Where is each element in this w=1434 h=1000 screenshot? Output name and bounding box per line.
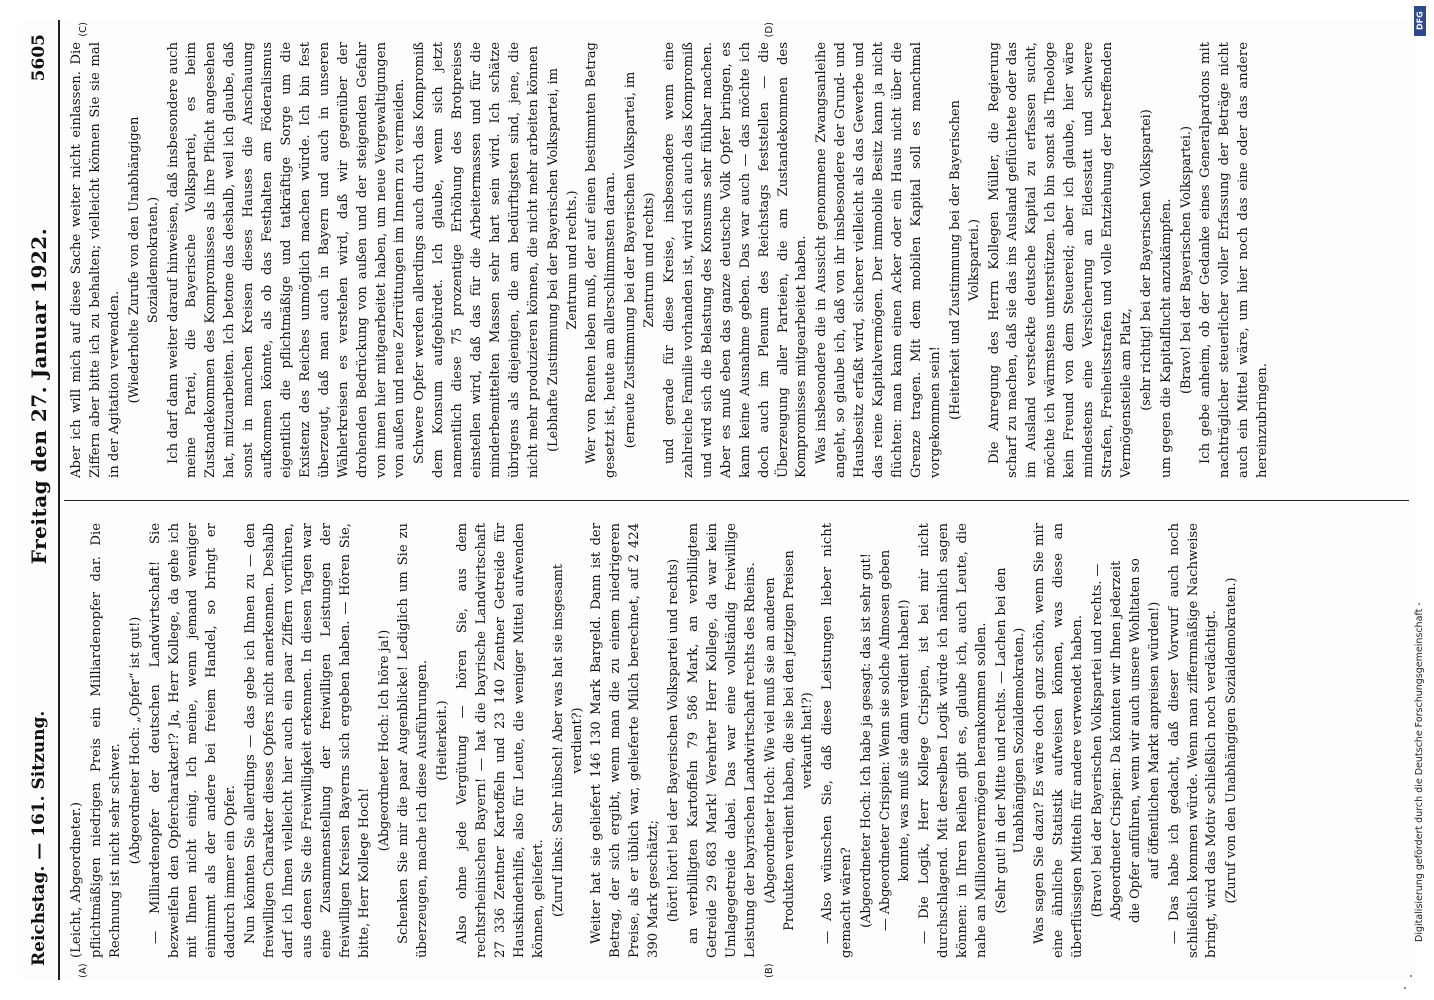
speech-paragraph: — Milliardenopfer der deutschen Landwirtschaft! Sie bezweifeln den Opfercharakter!? Ja, Herr Kollege, da gehe ich mit Ihnen nicht einig. Ich meine, wenn jemand weniger einnimmt als der andere bei freiem Handel, so bringt er dadurch immer ein Opfer. bbox=[147, 523, 239, 958]
interjection-paragraph: (Heiterkeit.) bbox=[435, 700, 451, 781]
speech-paragraph: Ich darf dann weiter darauf hinweisen, daß insbesondere auch meine Partei, die Bayerische Volkspartei, es beim Zustandekommen des Kompromisses als ihre Pflicht angesehen hat, mitzuarbeiten. Ich betone das deshalb, weil ich glaube, daß sonst in manchen Kreisen dieses Hauses die Anschauung aufkommen könnte, als ob das Festhalten am Föderalismus eigentlich die pflichtmäßige und tatkräftige Sorge um die Existenz des Reiches unmöglich machen würde. Ich bin fest überzeugt, daß man auch in Bayern und auch in unseren Wählerkreisen es verstehen wird, daß wir gegenüber der drohenden Bedrückung von außen und der steigenden Gefahr von innen hier mitgearbeitet haben, um neue Vergewaltigungen von außen und neue Zerrüttungen im Innern zu vermeiden. bbox=[165, 42, 408, 478]
interjection-paragraph: (Zuruf von den Unabhängigen Sozialdemokraten.) bbox=[1224, 577, 1240, 904]
speech-paragraph: Also ohne jede Vergütung — hören Sie, aus dem rechtsrheinischen Bayern! — hat die bayrische Landwirtschaft 27 336 Zentner Kartoffeln und 23 140 Zentner Getreide für Hauskinderhilfe, also für Leute, die weniger Mittel aufwenden können, geliefert. bbox=[455, 523, 546, 958]
page-header bbox=[20, 20, 60, 980]
columns bbox=[64, 20, 1409, 980]
header-date: Freitag den 27. Januar 1922. bbox=[27, 227, 51, 565]
interjection-paragraph: (Abgeordneter Hoch: Wie viel muß sie an anderen Produkten verdient haben, die sie bei den jetzigen Preisen verkauft hat!?) bbox=[762, 550, 816, 931]
speech-paragraph: um gegen die Kapitalflucht anzukämpfen. bbox=[1158, 198, 1174, 478]
margin-marker-d: (D) bbox=[764, 22, 775, 38]
margin-marker-b: (B) bbox=[764, 963, 775, 978]
speech-paragraph: — Das habe ich gedacht, daß dieser Vorwurf auch noch schließlich kommen würde. Wenn man ziffernmäßige Nachweise bringt, wird das Motiv schließlich noch verdächtigt. bbox=[1166, 523, 1220, 958]
speech-paragraph: (Leicht, Abgeordneter.) bbox=[69, 802, 84, 958]
speech-paragraph: Aber ich will mich auf diese Sache weiter nicht einlassen. Die Ziffern aber bitte ich zu behalten; vielleicht können Sie sie mal in der Agitation verwenden. bbox=[69, 42, 122, 478]
interjection-paragraph: (Abgeordneter Hoch: Ich höre ja!) bbox=[376, 629, 392, 852]
interjection-paragraph: (hört! hört! bei der Bayerischen Volkspartei und rechts) bbox=[666, 558, 682, 923]
speech-paragraph: Weiter hat sie geliefert 146 130 Mark Bargeld. Dann ist der Betrag, der sich ergibt, wenn man die zu einem niedrigeren Preise, als er üblich war, gelieferte Milch berechnet, auf 2 424 390 Mark geschätzt; bbox=[589, 523, 662, 958]
margin-marker-a: (A) bbox=[78, 963, 89, 978]
speech-paragraph: Schwere Opfer werden allerdings auch durch das Kompromiß dem Konsum aufgebürdet. Ich glaube, wenn sich jetzt namentlich diese 75 prozentige Erhöhung des Brotpreises einstellen wird, daß das für die Arbeitermassen und für die minderbemittelten Massen sehr hart sein wird. Ich schätze übrigens als diejenigen, die am bedürftigsten sind, jene, die nicht mehr produzieren können, die nicht mehr arbeiten können bbox=[412, 42, 541, 478]
speech-paragraph: Schenken Sie mir die paar Augenblicke! Lediglich um Sie zu überzeugen, mache ich diese Ausführungen. bbox=[396, 523, 431, 958]
speech-paragraph: an verbilligten Kartoffeln 79 586 Mark, an verbilligtem Getreide 29 683 Mark! Verehrter Herr Kollege, da war kein Umlagegetreide dabei. Das war eine vollständig freiwillige Leistung der bayrischen Landwirtschaft rechts des Rheins. bbox=[686, 523, 758, 958]
right-column bbox=[64, 20, 1409, 500]
interjection-paragraph: (Abgeordneter Hoch: Ich habe ja gesagt: das ist sehr gut! — Abgeordneter Crispien: Wenn sie solche Almosen geben konnte, was muß sie dann verdient haben!) bbox=[859, 549, 912, 932]
interjection-paragraph: (sehr richtig! bei der Bayerischen Volkspartei) bbox=[1138, 109, 1154, 411]
page-number: 5605 bbox=[29, 34, 49, 82]
speech-paragraph: Was sagen Sie dazu? Es wäre doch ganz schön, wenn Sie mir eine ähnliche Statistik aufweisen können, was diese an überflüssigen Mitteln für andere verwendet haben. bbox=[1032, 523, 1086, 958]
interjection-paragraph: (erneute Zustimmung bei der Bayerischen Volkspartei, im Zentrum und rechts) bbox=[623, 71, 658, 449]
interjection-paragraph: (Abgeordneter Hoch: „Opfer“ ist gut!) bbox=[127, 616, 143, 865]
scan-speck bbox=[1404, 987, 1406, 989]
speech-paragraph: und gerade für diese Kreise, insbesondere wenn eine zahlreiche Familie vorhanden ist, wird sich auch das Kompromiß und wird sich die Belastung des Konsums sehr fühlbar machen. Aber es muß eben das ganze deutsche Volk Opfer bringen, es kann keine Ausnahme geben. Das war auch — das möchte ich doch auch im Plenum des Reichstags feststellen — die Überzeugung aller Parteien, die am Zustandekommen des Kompromisses mitgearbeitet haben. bbox=[662, 42, 810, 478]
speech-paragraph: Ich gebe anheim, ob der Gedanke eines Generalpardons mit nachträglicher steuerlicher voller Erfassung der Beträge nicht auch ein Mittel wäre, um hier noch das eine oder das andere hereinzubringen. bbox=[1198, 42, 1271, 478]
interjection-paragraph: (Sehr gut! in der Mitte und rechts. — Lachen bei den Unabhängigen Sozialdemokraten.) bbox=[993, 567, 1028, 914]
interjection-paragraph: (Heiterkeit und Zustimmung bei der Bayerischen Volkspartei.) bbox=[947, 100, 982, 420]
scan-sidebar bbox=[1414, 0, 1428, 1000]
speech-paragraph: Wer von Renten leben muß, der auf einen bestimmten Betrag gesetzt ist, heute am allerschlimmsten daran. bbox=[584, 42, 619, 478]
speech-paragraph: Was insbesondere die in Aussicht genommene Zwangsanleihe angeht, so glaube ich, daß von ihr insbesondere der Grund- und Hausbesitz erfaßt wird, sicherer vielleicht als das Gewerbe und das reine Kapitalvermögen. Der immobile Besitz kann ja nicht flüchten: man kann einen Acker oder ein Haus nicht über die Grenze tragen. Mit dem mobilen Kapital soll es manchmal vorgekommen sein! bbox=[814, 42, 943, 478]
interjection-paragraph: (Bravo! bei der Bayerischen Volkspartei und rechts. — Abgeordneter Crispien: Da könnten wir Ihnen jederzeit die Opfer anführen, wenn wir auch unsere Wohltaten so auf öffentlichen Markt anpreisen würden!) bbox=[1090, 558, 1162, 923]
digitization-credit: Digitalisierung gefördert durch die Deutsche Forschungsgemeinschaft - bbox=[1414, 602, 1425, 942]
margin-marker-c: (C) bbox=[78, 22, 89, 37]
interjection-paragraph: (Wiederholte Zurufe von den Unabhängigen Sozialdemokraten.) bbox=[126, 116, 161, 404]
speech-paragraph: Die Anregung des Herrn Kollegen Müller, die Regierung scharf zu machen, daß sie das ins Ausland geflüchtete oder das im Ausland versteckte deutsche Kapital zu erfassen sucht, möchte ich wärmstens unterstützen. Ich bin sonst als Theologe kein Freund von dem Steuereid; aber ich glaube, hier wäre mindestens eine Versicherung an Eidesstatt und schwere Strafen, Freiheitsstrafen und volle Entziehung der betreffenden Vermögensteile am Platz, bbox=[986, 42, 1134, 478]
dfg-logo: DFG bbox=[1414, 6, 1426, 36]
speech-paragraph: Nun könnten Sie allerdings — das gebe ich Ihnen zu — den freiwilligen Charakter dieses Opfers nicht anerkennen. Deshalb darf ich Ihnen vielleicht hier auch ein paar Ziffern vorführen, aus denen Sie die Freiwilligkeit erkennen. In diesen Tagen war eine Zusammenstellung der freiwilligen Leistungen der freiwilligen Kreisen Bayerns sich ergeben haben. — Hören Sie, bitte, Herr Kollege Hoch! bbox=[243, 523, 372, 958]
left-column bbox=[64, 500, 1409, 980]
scan-speck bbox=[1410, 975, 1412, 977]
document-sheet bbox=[20, 20, 1415, 980]
speech-paragraph: pflichtmäßigen niedrigen Preis ein Milliardenopfer dar. Die Rechnung ist nicht sehr schwer. bbox=[88, 523, 123, 958]
speech-paragraph: — Die Logik, Herr Kollege Crispien, ist bei mir nicht durchschlagend. Mit derselben Logik würde ich nämlich sagen können: in Ihren Reihen gibt es, glaube ich, auch Leute, die nahe an Millionenvermögen herankommen sollen. bbox=[916, 523, 989, 958]
interjection-paragraph: (Zuruf links: Sehr hübsch! Aber was hat sie insgesamt verdient?) bbox=[550, 564, 585, 917]
header-session: Reichstag. — 161. Sitzung. bbox=[29, 710, 49, 966]
interjection-paragraph: (Lebhafte Zustimmung bei der Bayerischen Volkspartei, im Zentrum und rechts.) bbox=[545, 68, 580, 452]
interjection-paragraph: (Bravo! bei der Bayerischen Volkspartei.) bbox=[1178, 125, 1194, 395]
speech-paragraph: — Also wünschen Sie, daß diese Leistungen lieber nicht gemacht wären? bbox=[820, 523, 855, 958]
